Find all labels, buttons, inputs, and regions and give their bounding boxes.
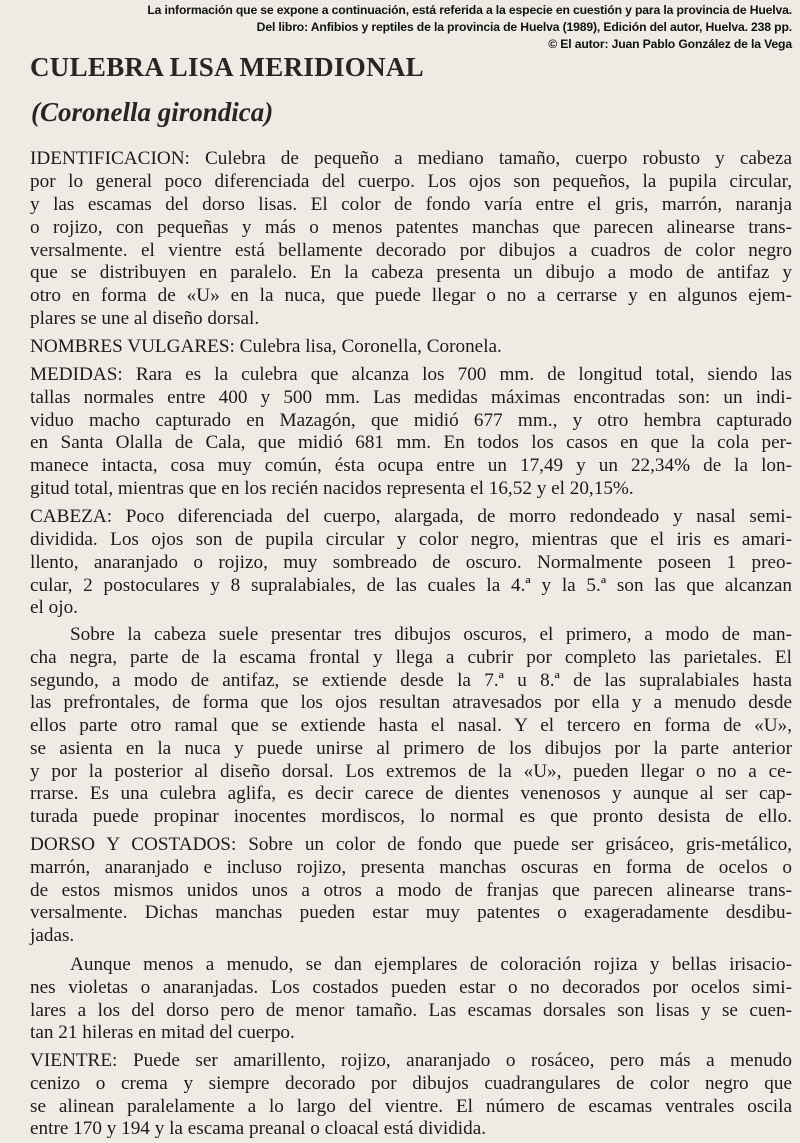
text-line: segundo, a modo de antifaz, se extiende desde la 7.ª u 8.ª de las supralabiales hasta xyxy=(30,670,792,691)
text-line: Aunque menos a menudo, se dan ejemplares de coloración rojiza y bellas irisacio- xyxy=(70,954,792,975)
text-line: y por la posterior al diseño dorsal. Los extremos de la «U», pueden llegar o no a ce- xyxy=(30,761,792,782)
text-line: MEDIDAS: Rara es la culebra que alcanza los 700 mm. de longitud total, siendo las xyxy=(30,364,792,385)
text-line: viduo macho capturado en Mazagón, que midió 677 mm., y otro hembra capturado xyxy=(30,410,792,431)
text-line: NOMBRES VULGARES: Culebra lisa, Coronella, Coronela. xyxy=(30,336,502,357)
text-line: se alinean paralelamente a lo largo del vientre. El número de escamas ventrales oscila xyxy=(30,1096,792,1117)
text-line: manece intacta, cosa muy común, ésta ocupa entre un 17,49 y un 22,34% de la lon- xyxy=(30,455,792,476)
text-line: rrarse. Es una culebra aglifa, es decir carece de dientes venenosos y aunque al ser cap- xyxy=(30,783,792,804)
text-line: versalmente. el vientre está bellamente decorado por dibujos a cuadros de color negro xyxy=(30,240,792,261)
text-line: en Santa Olalla de Cala, que midió 681 mm. En todos los casos en que la cola per- xyxy=(30,432,792,453)
text-line: cular, 2 postoculares y 8 supralabiales, de las cuales la 4.ª y la 5.ª son las que alcanzan xyxy=(30,575,792,596)
text-line: versalmente. Dichas manchas pueden estar muy patentes o exageradamente desdibu- xyxy=(30,902,792,923)
text-line: el ojo. xyxy=(30,597,78,618)
text-line: se asienta en la nuca y puede unirse al primero de los dibujos por la parte anterior xyxy=(30,738,792,759)
text-line: IDENTIFICACION: Culebra de pequeño a mediano tamaño, cuerpo robusto y cabeza xyxy=(30,148,792,169)
text-line: plares se une al diseño dorsal. xyxy=(30,308,260,329)
text-line: lares a los del dorso pero de menor tamaño. Las escamas dorsales son lisas y se cuen- xyxy=(30,1000,792,1021)
text-line: gitud total, mientras que en los recién nacidos representa el 16,52 y el 20,15%. xyxy=(30,478,634,499)
text-line: jadas. xyxy=(30,925,75,946)
text-line: tan 21 hileras en mitad del cuerpo. xyxy=(30,1022,295,1043)
text-line: entre 170 y 194 y la escama preanal o cloacal está dividida. xyxy=(30,1118,487,1139)
text-line: DORSO Y COSTADOS: Sobre un color de fondo que puede ser grisáceo, gris-metálico, xyxy=(30,834,792,855)
text-line: o rojizo, con pequeñas y más o menos patentes manchas que parecen alinearse trans- xyxy=(30,217,792,238)
text-line: y las escamas del dorso lisas. El color de fondo varía entre el gris, marrón, naranja xyxy=(30,194,792,215)
text-line: cenizo o crema y siempre decorado por dibujos cuadrangulares de color negro que xyxy=(30,1073,792,1094)
text-line: turada puede propinar inocentes mordiscos, lo normal es que pronto desista de ello. xyxy=(30,806,792,827)
text-line: que se distribuyen en paralelo. En la cabeza presenta un dibujo a modo de antifaz y xyxy=(30,262,792,283)
species-common-name: CULEBRA LISA MERIDIONAL xyxy=(30,52,424,82)
species-scientific-name: (Coronella girondica) xyxy=(31,97,274,127)
text-line: ellos parte otro ramal que se extiende hasta el nasal. Y el tercero en forma de «U», xyxy=(30,715,792,736)
text-line: VIENTRE: Puede ser amarillento, rojizo, anaranjado o rosáceo, pero más a menudo xyxy=(30,1050,792,1071)
text-line: marrón, anaranjado e incluso rojizo, presenta manchas oscuras en forma de ocelos o xyxy=(30,857,792,878)
text-line: cha negra, parte de la escama frontal y llega a cubrir por completo las parietales. El xyxy=(30,647,792,668)
text-line: dividida. Los ojos son de pupila circular y color negro, mientras que el iris es amari- xyxy=(30,529,792,550)
text-line: las prefrontales, de forma que los ojos resultan atravesados por ella y a menudo desde xyxy=(30,692,792,713)
text-line: Sobre la cabeza suele presentar tres dibujos oscuros, el primero, a modo de man- xyxy=(70,624,792,645)
text-line: tallas normales entre 400 y 500 mm. Las medidas máximas encontradas son: un indi- xyxy=(30,387,792,408)
source-note: La información que se expone a continuación, está referida a la especie en cuestión y para la provincia de Huelva. xyxy=(147,3,792,17)
author-copyright: © El autor: Juan Pablo González de la Vega xyxy=(548,37,792,51)
text-line: por lo general poco diferenciada del cuerpo. Los ojos son pequeños, la pupila circular, xyxy=(30,171,792,192)
text-line: otro en forma de «U» en la nuca, que puede llegar o no a cerrarse y en algunos ejem- xyxy=(30,285,792,306)
text-line: de estos mismos unidos unos a otros a modo de franjas que parecen alinearse trans- xyxy=(30,880,792,901)
book-citation: Del libro: Anfibios y reptiles de la provincia de Huelva (1989), Edición del autor, Huelva. 238 pp. xyxy=(256,20,792,34)
text-line: CABEZA: Poco diferenciada del cuerpo, alargada, de morro redondeado y nasal semi- xyxy=(30,506,792,527)
text-line: llento, anaranjado o rojizo, muy sombreado de oscuro. Normalmente poseen 1 preo- xyxy=(30,552,792,573)
text-line: nes violetas o anaranjadas. Los costados pueden estar o no decorados por ocelos simi- xyxy=(30,977,792,998)
